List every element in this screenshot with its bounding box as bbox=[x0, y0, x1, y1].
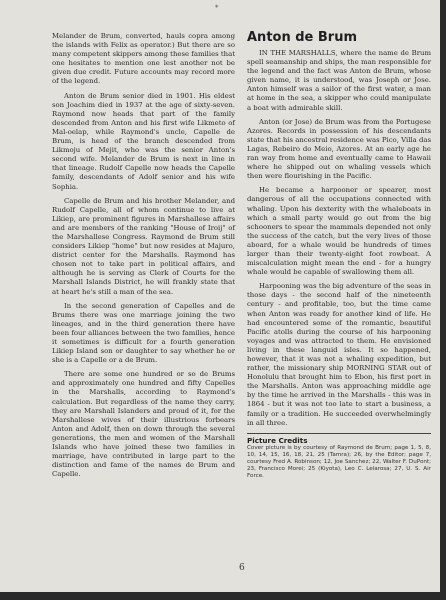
header-mark: * bbox=[215, 4, 219, 12]
picture-credits-text: Cover picture is by courtesy of Raymond de Brum; page 1, 5, 8, 10, 14, 15, 16, 18, 21, 25 (Tamra); 26, by the Editor; page 7, courtesy Fred A. Robinson; 12, Joe Sanchez; 22, Walter F. DuPont; 23, Francisco Morei; 25 (Kiyota), Leo C. Lelarosa; 27, U. S. Air Force. bbox=[247, 444, 431, 479]
scan-edge bbox=[440, 0, 446, 600]
right-paragraph-3: He became a harpooner or spearer, most dangerous of all the occupations connected with whaling. Upon his dexterity with the whaleboats in which a small party would go out from the big schooners to spear the mammals depended not only the success of the catch, but the very lives of those aboard, for a whale would be hundreds of times larger than their twenty-eight foot rowboat. A miscalculation might mean the end - for a hungry whale would be capable of swallowing them all. bbox=[247, 186, 431, 277]
left-paragraph-2: Anton de Brum senior died in 1901. His eldest son Joachim died in 1937 at the age of sixty-seven. Raymond now heads that part of the family descended from Anton and his first wife Likmeto of Mal-oelap, while Raymond's uncle, Capelle de Brum, is head of the branch descended from Likmoju of Mejit, who was the senior Anton's second wife. Melander de Brum is next in line in that lineage. Rudolf Capelle now heads the Capelle family, descendants of Adolf senior and his wife Sophia. bbox=[52, 91, 235, 191]
right-column bbox=[247, 32, 431, 485]
right-paragraph-4: Harpooning was the big adventure of the seas in those days - the second half of the nineteenth century - and profitable, too, but the time came when Anton was ready for another kind of life. He had encountered some of the romantic, beautiful Pacific atolls during the course of his harpooning voyages and was attracted to them. He envisioned living in these languid isles. It so happened, however, that it was not a whaling expedition, but rather, the missionary ship MORNING STAR out of Honolulu that brought him to Ebon, his first port in the Marshalls. Anton was approaching middle age by the time he arrived in the Marshalls - this was in 1864 - but it was not too late to start a business, a family or a tradition. He succeeded overwhelmingly in all three. bbox=[247, 282, 431, 427]
left-paragraph-4: In the second generation of Capelles and de Brums there was one marriage joining the two lineages, and in the third generation there have been four alliances between the two families, hence it sometimes is difficult for a fourth generation Likiep Island son or daughter to say whether he or she is a Capelle or a de Brum. bbox=[52, 301, 235, 365]
left-paragraph-3: Capelle de Brum and his brother Melander, and Rudolf Capelle, all of whom continue to live at Likiep, are prominent figures in Marshallese affairs and are members of the ranking "House of Iroij" of the Marshallese Congress. Raymond de Brum still considers Likiep "home" but now resides at Majuro, district center for the Marshalls. Raymond has chosen not to take part in political affairs, and although he is serving as Clerk of Courts for the Marshall Islands District, he will frankly state that at heart he's still a man of the sea. bbox=[52, 196, 235, 296]
right-paragraph-1: IN THE MARSHALLS, where the name de Brum spell seamanship and ships, the man responsible for the legend and the fact was Anton de Brum, whose given name, it is understood, was Joseph or Jose. Anton himself was a sailor of the first water, a man at home in the sea, a skipper who could manipulate a boat with admirable skill. bbox=[247, 49, 431, 112]
picture-credits-heading: Picture Credits bbox=[247, 433, 431, 445]
left-paragraph-1: Melander de Brum, converted, hauls copra among the islands with Felix as operator.) But there are so many competent skippers among these families that one hesitates to mention one lest another not be given due credit. Future accounts may record more of the legend. bbox=[52, 32, 235, 86]
left-column bbox=[52, 32, 235, 484]
left-paragraph-5: There are some one hundred or so de Brums and approximately one hundred and fifty Capelles in the Marshalls, according to Raymond's calculation. But regardless of the name they carry, they are Marshall Islanders and proud of it, for the Marshallese wives of their illustrious forbears Anton and Adolf, then on down through the several generations, the men and women of the Marshall Islands who have joined these two families in marriage, have contributed in large part to the distinction and fame of the names de Brum and Capelle. bbox=[52, 370, 235, 479]
scan-bottom-edge bbox=[0, 592, 446, 600]
article-title: Anton de Brum bbox=[247, 30, 358, 45]
page-number: 6 bbox=[239, 563, 245, 573]
right-paragraph-2: Anton (or Jose) de Brum was from the Portugese Azores. Records in possession of his descendants state that his ancestral residence was Pico, Villa das Lagas, Rebeiro do Meio, Azores. At an early age he ran way from home and eventually came to Hawaii where he shipped out on whaling vessels which then were flourishing in the Pacific. bbox=[247, 117, 431, 181]
